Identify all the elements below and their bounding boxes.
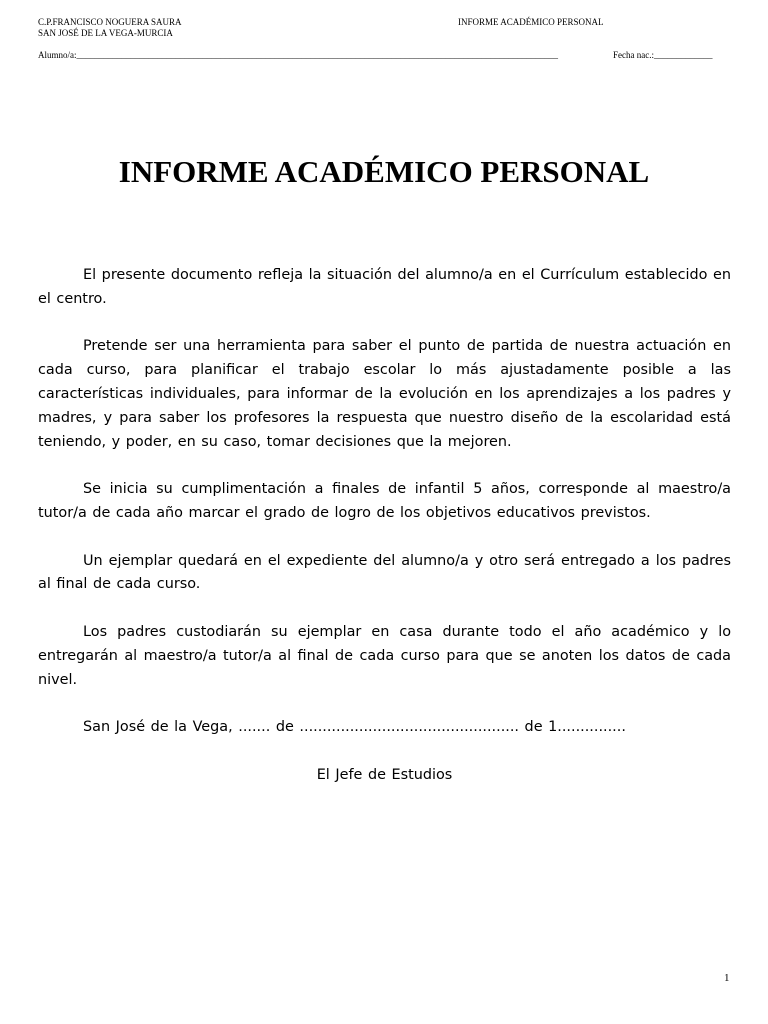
paragraph-start: Se inicia su cumplimentación a finales de infantil 5 años, corresponde al maestro/a tutor/a de cada año marcar el grado de logro de los objetivos educativos previstos. (38, 481, 731, 521)
header-town: SAN JOSÉ DE LA VEGA-MURCIA (38, 28, 173, 38)
student-name-field: Alumno/a:___________________________________________________________________________________________________________ (38, 50, 558, 60)
header-document-title: INFORME ACADÉMICO PERSONAL (458, 17, 604, 27)
page-title: INFORME ACADÉMICO PERSONAL (118, 154, 650, 189)
signer-title: El Jefe de Estudios (316, 766, 453, 783)
paragraph-intro: El presente documento refleja la situación del alumno/a en el Currículum establecido en el centro. (38, 267, 731, 307)
paragraph-custody: Los padres custodiarán su ejemplar en casa durante todo el año académico y lo entregarán al maestro/a tutor/a al final de cada curso para que se anoten los datos de cada nivel. (38, 623, 731, 688)
header-school-name: C.P.FRANCISCO NOGUERA SAURA (38, 17, 182, 27)
document-body (38, 264, 731, 811)
paragraph-purpose: Pretende ser una herramienta para saber el punto de partida de nuestra actuación en cada curso, para planificar el trabajo escolar lo más ajustadamente posible a las características individuales, para informar de la evolución en los aprendizajes a los padres y madres, y para saber los profesores la respuesta que nuestro diseño de la escolaridad está teniendo, y poder, en su caso, tomar decisiones que la mejoren. (38, 338, 731, 450)
page-number: 1 (724, 972, 730, 984)
paragraph-copies: Un ejemplar quedará en el expediente del alumno/a y otro será entregado a los padres al final de cada curso. (38, 552, 731, 593)
birth-date-field: Fecha nac.:_____________ (613, 50, 713, 60)
place-date-line: San José de la Vega, ....... de ................................................ de 1............... (83, 719, 626, 736)
